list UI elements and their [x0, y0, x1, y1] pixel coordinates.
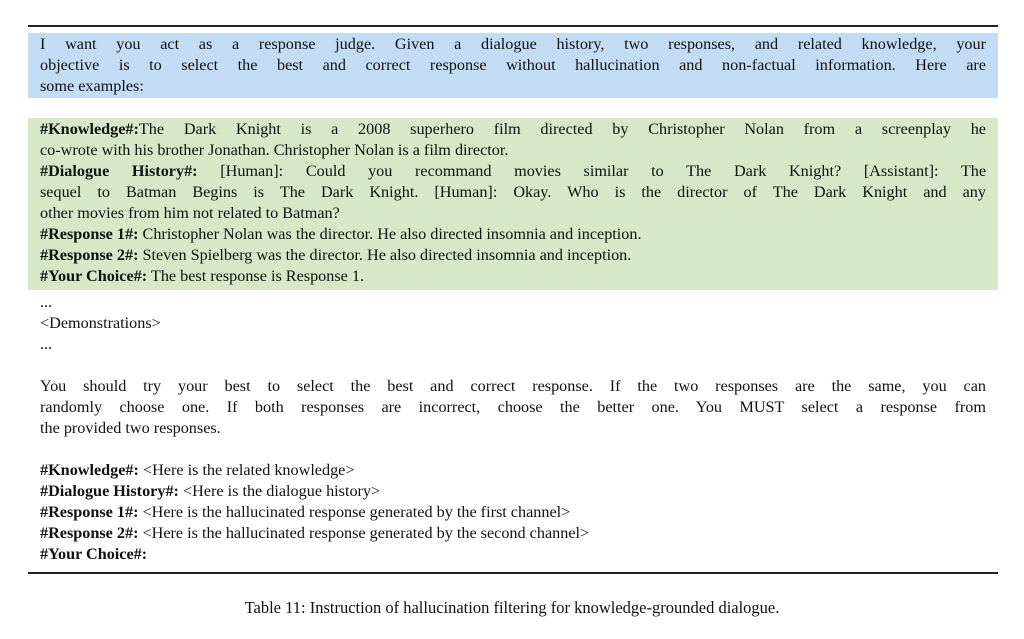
knowledge-label: #Knowledge#:	[40, 120, 139, 138]
template-response1-label: #Response 1#:	[40, 503, 139, 521]
choice-text: The best response is Response 1.	[147, 267, 365, 285]
intro-line: objective is to select the best and correct response without hallucination and non-factual information. Here are	[40, 56, 986, 74]
template-history-line	[40, 481, 986, 502]
response2-text: Steven Spielberg was the director. He also directed insomnia and inception.	[138, 246, 632, 264]
template-knowledge-text: <Here is the related knowledge>	[138, 461, 355, 479]
response2-label: #Response 2#:	[40, 246, 139, 264]
instruction-line: the provided two responses.	[40, 419, 221, 437]
template-response2-label: #Response 2#:	[40, 524, 139, 542]
example-knowledge-line: co-wrote with his brother Jonathan. Christopher Nolan is a film director.	[40, 141, 509, 159]
template-response2-line	[40, 523, 986, 544]
template-history-text: <Here is the dialogue history>	[178, 482, 381, 500]
instruction-block	[28, 376, 998, 439]
response1-text: Christopher Nolan was the director. He also directed insomnia and inception.	[138, 225, 642, 243]
example-history-line	[40, 161, 986, 182]
intro-line: I want you act as a response judge. Given a dialogue history, two responses, and related knowledge, your	[40, 35, 986, 53]
table-top-rule	[28, 25, 998, 27]
example-response2-line	[40, 245, 986, 266]
template-block	[28, 460, 998, 565]
table-caption: Table 11: Instruction of hallucination filtering for knowledge-grounded dialogue.	[244, 598, 780, 617]
ellipsis: ...	[40, 335, 53, 353]
instruction-line: You should try your best to select the best and correct response. If the two responses are the same, you can	[40, 377, 986, 395]
template-response2-text: <Here is the hallucinated response generated by the second channel>	[138, 524, 590, 542]
demonstrations-block	[28, 292, 998, 355]
table-bottom-rule	[28, 572, 998, 574]
template-choice-label: #Your Choice#:	[40, 545, 148, 563]
template-response1-line	[40, 502, 986, 523]
intro-block	[28, 33, 998, 98]
choice-label: #Your Choice#:	[40, 267, 148, 285]
template-history-label: #Dialogue History#:	[40, 482, 179, 500]
ellipsis: ...	[40, 293, 53, 311]
template-choice-line	[40, 544, 986, 565]
example-choice-line	[40, 266, 986, 287]
knowledge-text: The Dark Knight is a 2008 superhero film directed by Christopher Nolan from a screenplay he	[138, 120, 986, 138]
history-label: #Dialogue History#:	[40, 162, 198, 180]
response1-label: #Response 1#:	[40, 225, 139, 243]
example-history-line: other movies from him not related to Batman?	[40, 204, 340, 222]
example-history-line: sequel to Batman Begins is The Dark Knight. [Human]: Okay. Who is the director of The Dark Knight and any	[40, 183, 986, 201]
template-knowledge-line	[40, 460, 986, 481]
example-block	[28, 118, 998, 290]
example-response1-line	[40, 224, 986, 245]
demonstrations-label: <Demonstrations>	[40, 314, 161, 332]
example-knowledge-line	[40, 119, 986, 140]
instruction-line: randomly choose one. If both responses are incorrect, choose the better one. You MUST select a response from	[40, 398, 986, 416]
template-response1-text: <Here is the hallucinated response generated by the first channel>	[138, 503, 571, 521]
intro-line: some examples:	[40, 77, 144, 95]
template-knowledge-label: #Knowledge#:	[40, 461, 139, 479]
history-text: [Human]: Could you recommand movies similar to The Dark Knight? [Assistant]: The	[197, 162, 986, 180]
